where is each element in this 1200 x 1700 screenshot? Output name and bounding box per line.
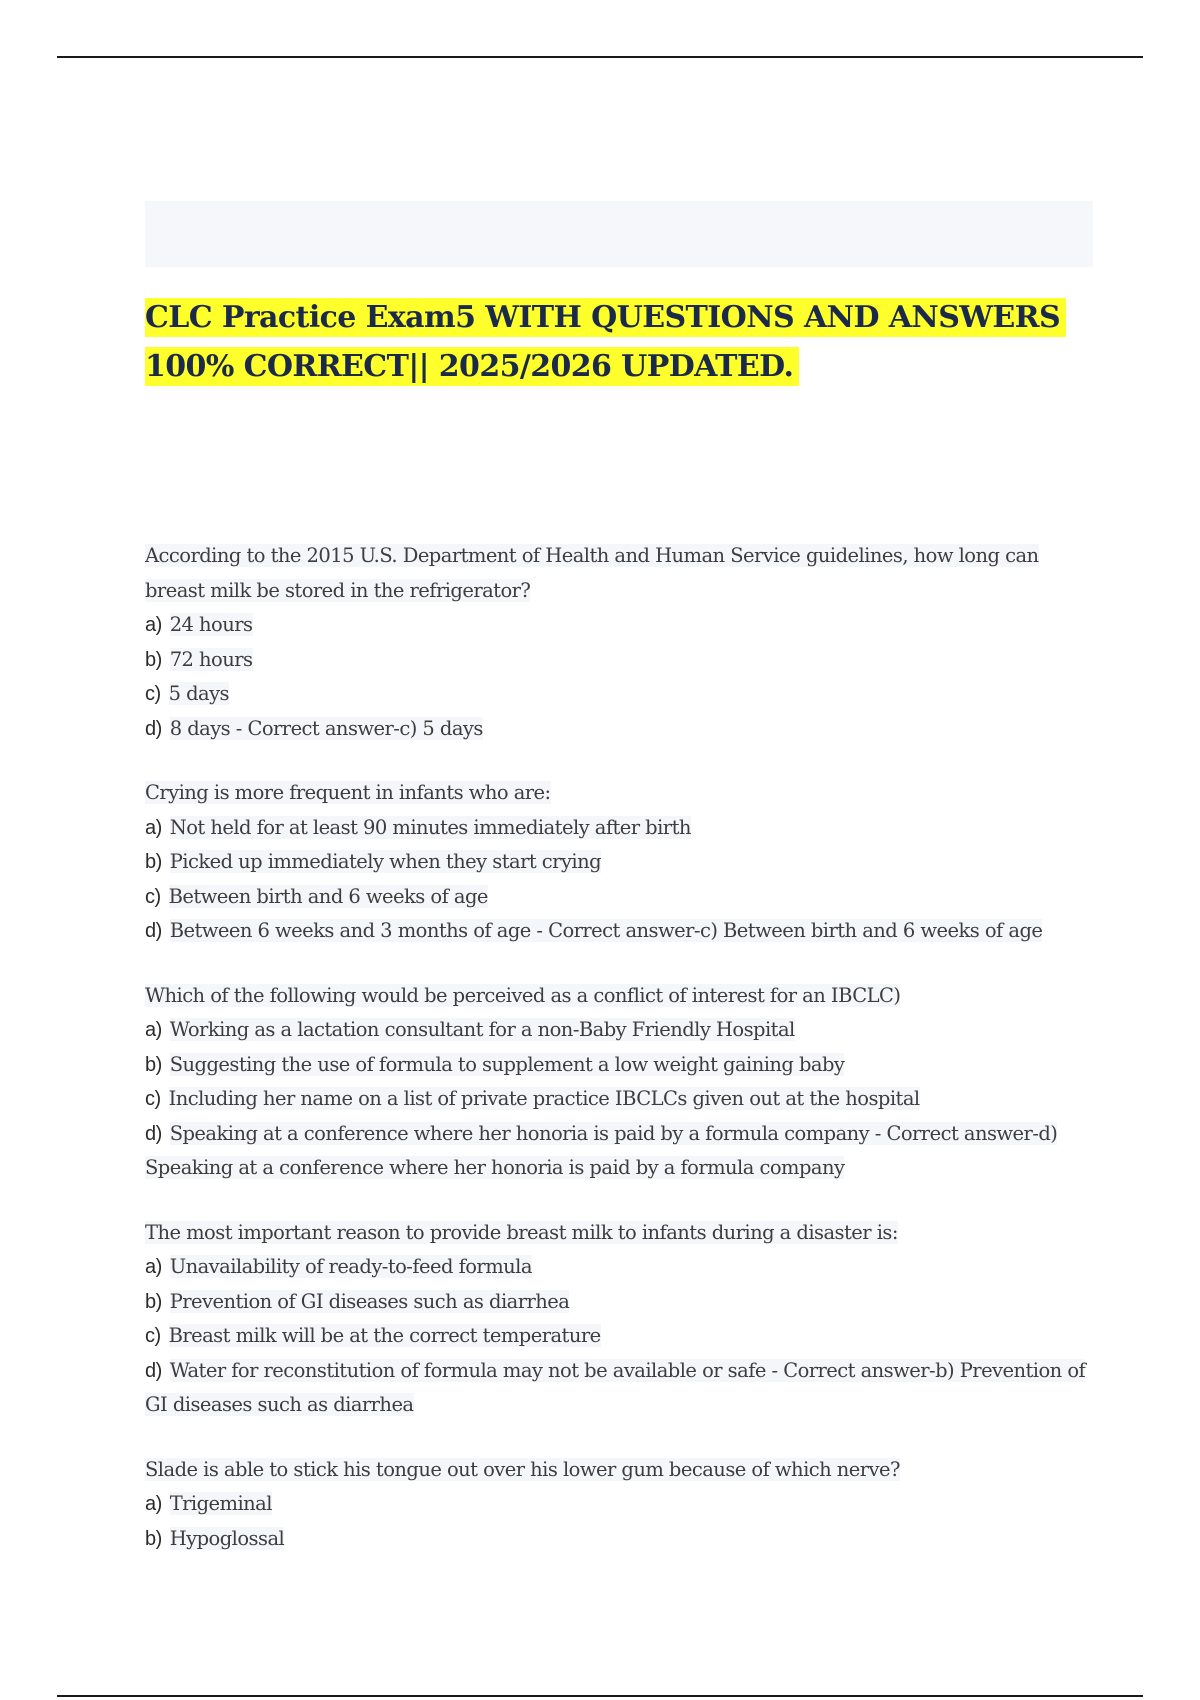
question-5 bbox=[145, 1453, 1095, 1557]
option-a bbox=[145, 811, 1095, 846]
option-text: Not held for at least 90 minutes immediately after birth bbox=[169, 815, 691, 839]
option-text: Picked up immediately when they start crying bbox=[169, 850, 602, 873]
option-text: Hypoglossal bbox=[169, 1526, 285, 1550]
bottom-rule bbox=[57, 1695, 1143, 1697]
option-text: Unavailability of ready-to-feed formula bbox=[169, 1255, 532, 1278]
option-text: Prevention of GI diseases such as diarrhea bbox=[169, 1289, 570, 1313]
option-d bbox=[145, 1354, 1095, 1423]
option-text: Breast milk will be at the correct temperature bbox=[168, 1324, 601, 1347]
option-a bbox=[145, 608, 1095, 643]
option-a bbox=[145, 1250, 1095, 1285]
page-title bbox=[145, 293, 1085, 391]
option-text: Trigeminal bbox=[169, 1492, 272, 1515]
option-a bbox=[145, 1487, 1095, 1522]
question-3 bbox=[145, 979, 1095, 1186]
option-text: 72 hours bbox=[169, 647, 253, 671]
question-1 bbox=[145, 539, 1095, 746]
option-b bbox=[145, 1285, 1095, 1320]
option-c bbox=[145, 1319, 1095, 1354]
option-letter: b) bbox=[145, 1527, 162, 1550]
option-letter: c) bbox=[145, 885, 161, 908]
option-text: Working as a lactation consultant for a non-Baby Friendly Hospital bbox=[169, 1018, 795, 1041]
option-d bbox=[145, 1117, 1095, 1186]
option-letter: a) bbox=[145, 1256, 162, 1278]
option-letter: d) bbox=[145, 1359, 162, 1382]
option-b bbox=[145, 1522, 1095, 1557]
option-b bbox=[145, 643, 1095, 678]
option-letter: b) bbox=[145, 851, 162, 873]
option-c bbox=[145, 1082, 1095, 1117]
option-text: Speaking at a conference where her honoria is paid by a formula company - Correct answer-d) Speaking at a conference where her honoria is paid by a formula company bbox=[145, 1121, 1058, 1179]
option-letter: d) bbox=[145, 1122, 162, 1145]
option-c bbox=[145, 880, 1095, 915]
option-text: 24 hours bbox=[169, 613, 253, 636]
option-letter: b) bbox=[145, 648, 162, 671]
option-text: Between birth and 6 weeks of age bbox=[168, 884, 488, 908]
question-list bbox=[145, 539, 1095, 1586]
top-rule bbox=[57, 56, 1143, 58]
question-stem: According to the 2015 U.S. Department of Health and Human Service guidelines, how long can breast milk be stored in the refrigerator? bbox=[145, 544, 1039, 602]
option-text: 5 days bbox=[168, 682, 229, 705]
option-text: Including her name on a list of private practice IBCLCs given out at the hospital bbox=[168, 1087, 920, 1110]
question-2 bbox=[145, 776, 1095, 949]
option-letter: c) bbox=[145, 1325, 161, 1347]
option-letter: a) bbox=[145, 1493, 162, 1515]
question-4 bbox=[145, 1216, 1095, 1423]
option-d bbox=[145, 914, 1095, 949]
option-d bbox=[145, 712, 1095, 747]
option-letter: d) bbox=[145, 717, 162, 740]
option-letter: b) bbox=[145, 1053, 162, 1076]
option-b bbox=[145, 1048, 1095, 1083]
option-c bbox=[145, 677, 1095, 712]
option-text: Between 6 weeks and 3 months of age - Correct answer-c) Between birth and 6 weeks of age bbox=[169, 919, 1043, 942]
option-text: Suggesting the use of formula to supplement a low weight gaining baby bbox=[169, 1052, 845, 1076]
option-b bbox=[145, 845, 1095, 880]
option-letter: a) bbox=[145, 614, 162, 636]
question-stem: Which of the following would be perceived as a conflict of interest for an IBCLC) bbox=[145, 983, 901, 1007]
question-stem: Slade is able to stick his tongue out over his lower gum because of which nerve? bbox=[145, 1457, 900, 1481]
option-text: Water for reconstitution of formula may not be available or safe - Correct answer-b) Prevention of GI diseases such as diarrhea bbox=[145, 1358, 1086, 1416]
option-letter: d) bbox=[145, 920, 162, 942]
option-letter: c) bbox=[145, 1088, 161, 1110]
question-stem: Crying is more frequent in infants who are: bbox=[145, 781, 551, 804]
header-band bbox=[145, 201, 1093, 267]
option-letter: c) bbox=[145, 683, 161, 705]
title-text: CLC Practice Exam5 WITH QUESTIONS AND ANSWERS 100% CORRECT|| 2025/2026 UPDATED. bbox=[145, 298, 1066, 386]
option-letter: b) bbox=[145, 1290, 162, 1313]
question-stem: The most important reason to provide breast milk to infants during a disaster is: bbox=[145, 1220, 898, 1244]
option-letter: a) bbox=[145, 816, 162, 839]
option-a bbox=[145, 1013, 1095, 1048]
option-letter: a) bbox=[145, 1019, 162, 1041]
option-text: 8 days - Correct answer-c) 5 days bbox=[169, 716, 483, 740]
